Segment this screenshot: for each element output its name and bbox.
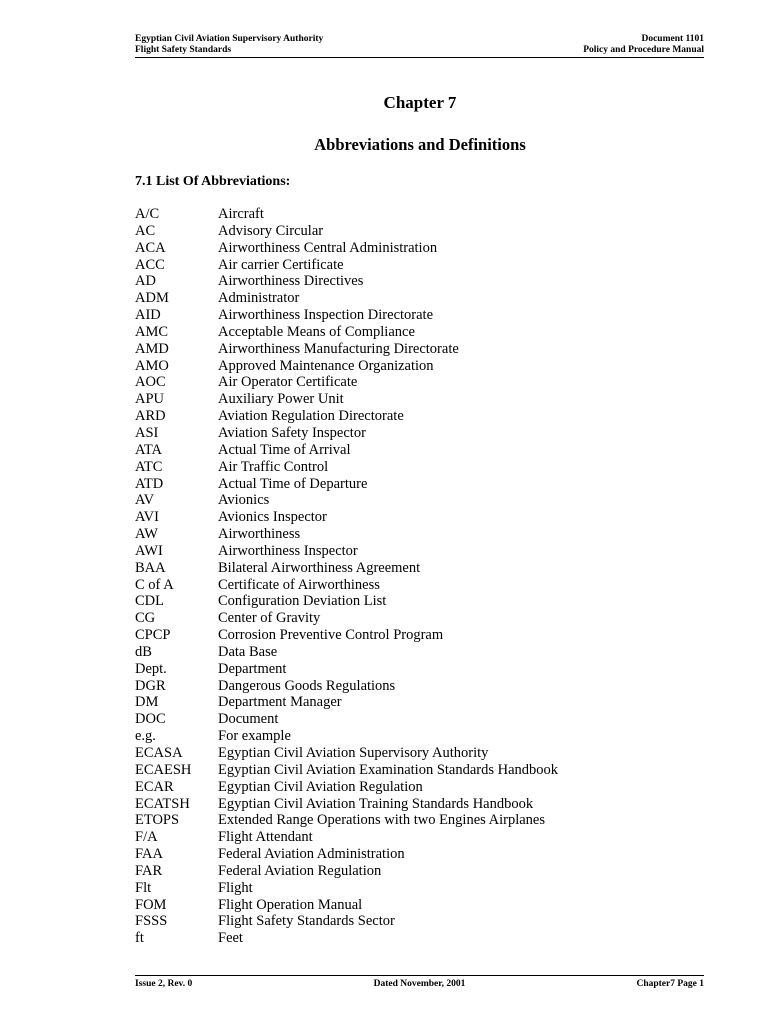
abbreviation-term: ACA <box>135 239 166 256</box>
list-item <box>135 829 704 846</box>
abbreviation-term: AVI <box>135 509 159 526</box>
list-item <box>135 290 704 307</box>
abbreviation-term: ATC <box>135 458 163 475</box>
abbreviation-definition: For example <box>218 728 291 745</box>
list-item <box>135 459 704 476</box>
abbreviation-definition: Certificate of Airworthiness <box>218 576 380 593</box>
header-doc-title: Policy and Procedure Manual <box>583 45 704 55</box>
abbreviation-definition: Flight Operation Manual <box>218 896 363 913</box>
header-dept: Flight Safety Standards <box>135 45 232 55</box>
abbreviation-definition: Airworthiness Inspector <box>218 542 358 559</box>
abbreviation-definition: Airworthiness Manufacturing Directorate <box>218 340 459 357</box>
list-item <box>135 694 704 711</box>
abbreviation-definition: Airworthiness Directives <box>218 273 364 290</box>
abbreviation-term: ETOPS <box>135 812 180 829</box>
abbreviation-definition: Center of Gravity <box>218 610 321 627</box>
page-header <box>135 34 704 58</box>
list-item <box>135 223 704 240</box>
list-item <box>135 678 704 695</box>
list-item <box>135 610 704 627</box>
abbreviation-term: ft <box>135 930 144 947</box>
abbreviation-definition: Flight Safety Standards Sector <box>218 913 395 930</box>
footer-page: Chapter7 Page 1 <box>636 979 704 989</box>
abbreviation-term: ASI <box>135 424 159 441</box>
abbreviation-term: ECASA <box>135 745 183 761</box>
abbreviation-definition: Air carrier Certificate <box>218 256 344 273</box>
abbreviation-term: DOC <box>135 711 166 728</box>
list-item <box>135 273 704 290</box>
abbreviation-term: BAA <box>135 559 166 576</box>
list-item <box>135 644 704 661</box>
list-item <box>135 913 704 930</box>
abbreviation-term: ACC <box>135 256 165 273</box>
list-item <box>135 593 704 610</box>
abbreviation-term: ATA <box>135 441 163 458</box>
abbreviation-term: DM <box>135 694 159 711</box>
abbreviation-definition: Airworthiness Inspection Directorate <box>218 307 434 324</box>
list-item <box>135 492 704 509</box>
abbreviation-term: AMD <box>135 340 169 357</box>
abbreviation-definition: Aviation Safety Inspector <box>218 424 366 441</box>
list-item <box>135 391 704 408</box>
abbreviation-definition: Advisory Circular <box>218 222 324 239</box>
list-item <box>135 880 704 897</box>
list-item <box>135 240 704 257</box>
list-item <box>135 442 704 459</box>
abbreviation-definition: Egyptian Civil Aviation Training Standards Handbook <box>218 795 534 812</box>
abbreviation-definition: Data Base <box>218 643 278 660</box>
list-item <box>135 526 704 543</box>
list-item <box>135 762 704 779</box>
abbreviation-term: e.g. <box>135 728 156 745</box>
abbreviation-definition: Egyptian Civil Aviation Regulation <box>218 778 423 795</box>
list-item <box>135 206 704 223</box>
abbreviation-term: CDL <box>135 593 164 610</box>
abbreviation-definition: Aviation Regulation Directorate <box>218 408 404 425</box>
abbreviation-definition: Configuration Deviation List <box>218 593 387 610</box>
abbreviation-definition: Administrator <box>218 290 300 307</box>
abbreviation-term: ATD <box>135 475 164 492</box>
list-item <box>135 863 704 880</box>
abbreviation-term: AID <box>135 307 161 324</box>
section-title: Abbreviations and Definitions <box>314 135 526 154</box>
abbreviation-definition: Feet <box>218 930 243 947</box>
abbreviation-term: dB <box>135 643 152 660</box>
abbreviation-definition: Federal Aviation Administration <box>218 846 405 863</box>
abbreviation-definition: Air Traffic Control <box>218 458 329 475</box>
list-item <box>135 711 704 728</box>
abbreviation-definition: Egyptian Civil Aviation Supervisory Authority <box>218 745 489 761</box>
list-item <box>135 897 704 914</box>
abbreviation-term: ECATSH <box>135 795 190 812</box>
abbreviation-term: ARD <box>135 408 166 425</box>
list-item <box>135 779 704 796</box>
list-item <box>135 846 704 863</box>
list-item <box>135 745 704 762</box>
abbreviation-definition: Document <box>218 711 279 728</box>
list-item <box>135 307 704 324</box>
list-item <box>135 358 704 375</box>
abbreviation-definition: Department Manager <box>218 694 342 711</box>
abbreviation-term: ECAESH <box>135 761 192 778</box>
abbreviation-term: Flt <box>135 879 152 896</box>
list-item <box>135 812 704 829</box>
list-item <box>135 930 704 947</box>
abbreviation-term: FOM <box>135 896 167 913</box>
abbreviation-term: ADM <box>135 290 169 307</box>
list-item <box>135 627 704 644</box>
abbreviation-definition: Flight <box>218 879 253 896</box>
list-item <box>135 661 704 678</box>
abbreviation-definition: Flight Attendant <box>218 829 313 846</box>
abbreviation-term: AMC <box>135 323 169 340</box>
abbreviation-definition: Air Operator Certificate <box>218 374 358 391</box>
abbreviation-term: AD <box>135 273 156 290</box>
list-item <box>135 560 704 577</box>
abbreviation-term: F/A <box>135 829 158 846</box>
abbreviation-definition: Airworthiness <box>218 526 301 543</box>
abbreviation-term: DGR <box>135 677 166 694</box>
abbreviation-term: CPCP <box>135 627 171 644</box>
abbreviation-definition: Avionics <box>218 492 270 509</box>
list-item <box>135 796 704 813</box>
abbreviation-definition: Airworthiness Central Administration <box>218 239 438 256</box>
abbreviation-term: C of A <box>135 576 174 593</box>
abbreviation-definition: Egyptian Civil Aviation Examination Standards Handbook <box>218 761 559 778</box>
list-item <box>135 374 704 391</box>
abbreviation-term: AW <box>135 526 158 543</box>
abbreviation-list <box>135 206 704 947</box>
abbreviation-term: A/C <box>135 206 160 222</box>
abbreviation-term: AWI <box>135 542 163 559</box>
footer-issue: Issue 2, Rev. 0 <box>135 979 193 989</box>
abbreviation-definition: Corrosion Preventive Control Program <box>218 627 444 644</box>
abbreviation-term: AV <box>135 492 155 509</box>
abbreviation-definition: Department <box>218 660 287 677</box>
abbreviation-term: FAR <box>135 862 163 879</box>
list-item <box>135 577 704 594</box>
abbreviation-term: FAA <box>135 846 163 863</box>
abbreviation-term: Dept. <box>135 660 167 677</box>
header-org: Egyptian Civil Aviation Supervisory Authority <box>135 34 324 44</box>
list-item <box>135 257 704 274</box>
list-item <box>135 341 704 358</box>
abbreviation-definition: Dangerous Goods Regulations <box>218 677 396 694</box>
abbreviation-definition: Actual Time of Arrival <box>218 441 351 458</box>
list-item <box>135 408 704 425</box>
abbreviation-definition: Auxiliary Power Unit <box>218 391 344 408</box>
list-item <box>135 324 704 341</box>
list-item <box>135 543 704 560</box>
list-item <box>135 728 704 745</box>
abbreviation-term: AOC <box>135 374 166 391</box>
abbreviation-term: APU <box>135 391 165 408</box>
list-item <box>135 509 704 526</box>
list-item <box>135 425 704 442</box>
abbreviation-definition: Aircraft <box>218 206 264 222</box>
abbreviation-definition: Extended Range Operations with two Engines Airplanes <box>218 812 545 829</box>
abbreviation-definition: Federal Aviation Regulation <box>218 862 382 879</box>
page-footer <box>135 975 704 989</box>
abbreviation-term: FSSS <box>135 913 168 930</box>
abbreviation-definition: Avionics Inspector <box>218 509 327 526</box>
abbreviation-definition: Actual Time of Departure <box>218 475 368 492</box>
abbreviation-definition: Approved Maintenance Organization <box>218 357 434 374</box>
abbreviation-definition: Acceptable Means of Compliance <box>218 323 415 340</box>
footer-date: Dated November, 2001 <box>373 979 466 989</box>
abbreviation-term: AMO <box>135 357 169 374</box>
abbreviation-term: AC <box>135 222 156 239</box>
list-heading: 7.1 List Of Abbreviations: <box>135 174 291 189</box>
abbreviation-definition: Bilateral Airworthiness Agreement <box>218 559 421 576</box>
chapter-title: Chapter 7 <box>383 93 457 112</box>
abbreviation-term: CG <box>135 610 156 627</box>
abbreviation-term: ECAR <box>135 778 174 795</box>
list-item <box>135 476 704 493</box>
header-doc-number: Document 1101 <box>641 34 704 44</box>
